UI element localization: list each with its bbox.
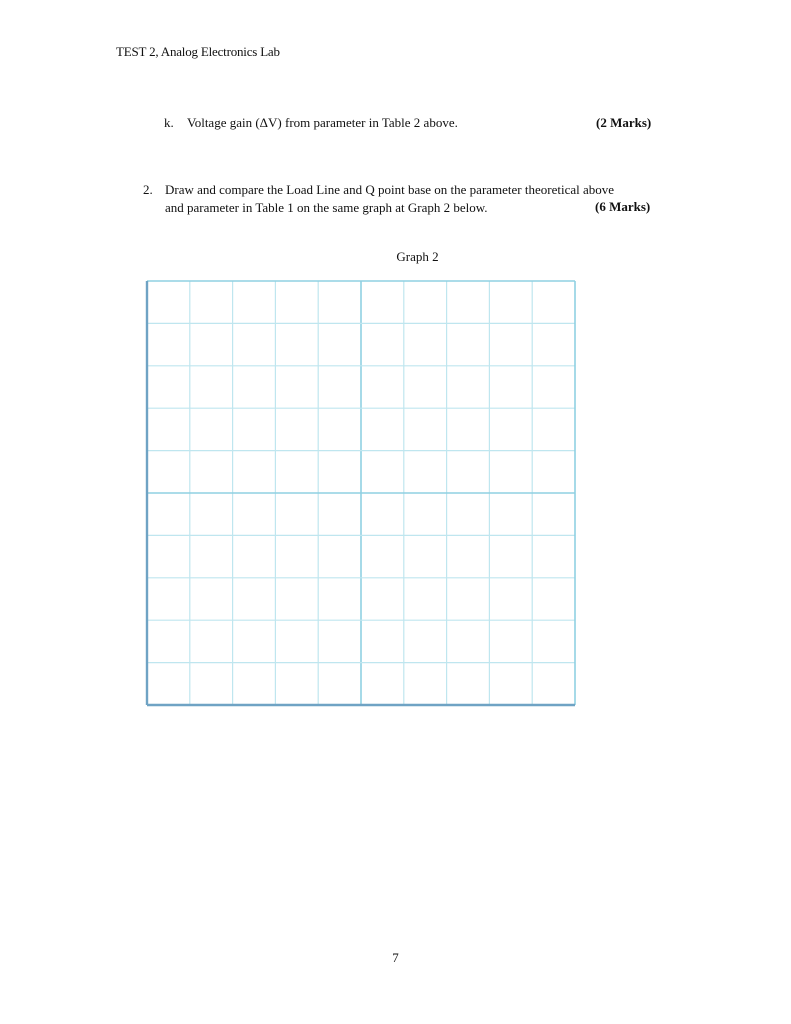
question-k-text: Voltage gain (ΔV) from parameter in Table 2 above. <box>187 115 458 130</box>
page-header: TEST 2, Analog Electronics Lab <box>116 44 280 59</box>
question-k-letter: k. <box>164 115 174 130</box>
page-number: 7 <box>392 950 399 965</box>
graph-grid <box>145 279 577 707</box>
question-k-marks: (2 Marks) <box>596 115 652 130</box>
question-2-number: 2. <box>143 182 153 197</box>
question-2-line-2: and parameter in Table 1 on the same graph at Graph 2 below. <box>165 200 488 215</box>
question-2-line-1: Draw and compare the Load Line and Q point base on the parameter theoretical above <box>165 182 615 197</box>
question-2-marks: (6 Marks) <box>595 199 651 214</box>
graph-title: Graph 2 <box>396 249 439 264</box>
